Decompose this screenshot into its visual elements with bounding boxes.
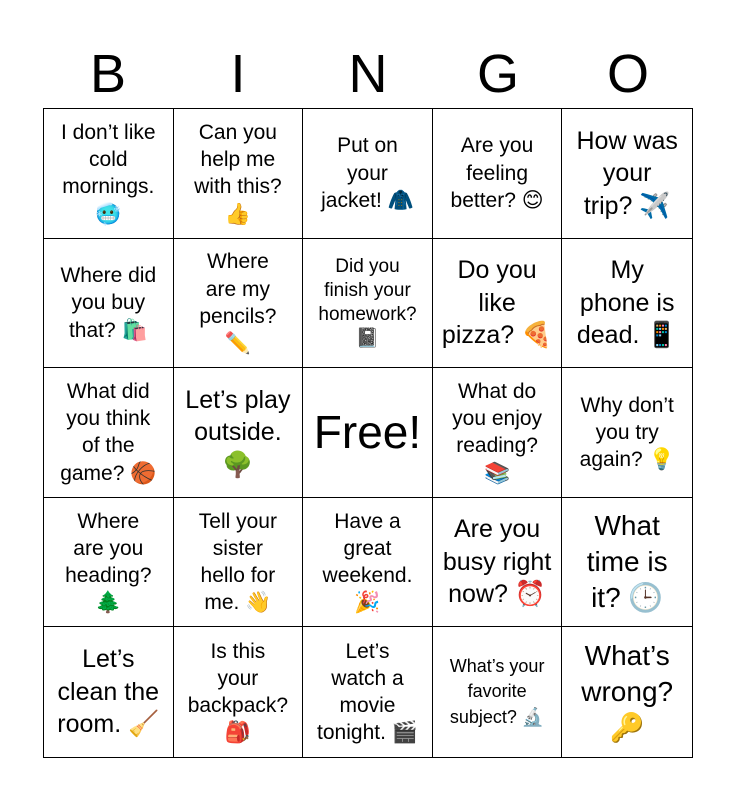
bingo-cell-b5[interactable] (44, 627, 174, 757)
cell-text: Are you busy right now? ⏰ (442, 515, 552, 609)
cell-text: Why don’t you try again? 💡 (579, 393, 675, 472)
bingo-cell-o1[interactable] (562, 109, 692, 239)
cell-text: Tell your sister hello for me. 👋 (198, 509, 277, 615)
cell-text: What do you enjoy reading? 📚 (452, 379, 543, 485)
cell-text: Where did you buy that? 🛍️ (60, 263, 157, 342)
bingo-cell-n4[interactable] (303, 498, 433, 628)
bingo-cell-g5[interactable] (433, 627, 563, 757)
cell-text: I don’t like cold mornings. 🥶 (61, 120, 156, 226)
cell-text: Let’s watch a movie tonight. 🎬 (317, 639, 418, 745)
bingo-cell-i4[interactable] (174, 498, 304, 628)
bingo-cell-n1[interactable] (303, 109, 433, 239)
header-letter-i: I (230, 44, 246, 104)
cell-text: How was your trip? ✈️ (576, 126, 678, 220)
header-letter-n: N (348, 44, 388, 104)
bingo-cell-g3[interactable] (433, 368, 563, 498)
bingo-cell-n2[interactable] (303, 239, 433, 369)
bingo-cell-b2[interactable] (44, 239, 174, 369)
cell-text: Where are you heading? 🌲 (65, 509, 152, 615)
bingo-cell-i2[interactable] (174, 239, 304, 369)
bingo-cell-g4[interactable] (433, 498, 563, 628)
bingo-cell-b3[interactable] (44, 368, 174, 498)
cell-text: Put on your jacket! 🧥 (321, 134, 414, 212)
free-space-cell[interactable] (303, 368, 433, 498)
bingo-cell-n5[interactable] (303, 627, 433, 757)
bingo-cell-g2[interactable] (433, 239, 563, 369)
header-letter-b: B (89, 44, 127, 104)
cell-text: What did you think of the game? 🏀 (60, 379, 157, 485)
cell-text: What’s wrong? 🔑 (581, 639, 674, 744)
cell-text: Are you feeling better? 😊 (450, 134, 544, 212)
bingo-grid (43, 108, 693, 758)
cell-text: What’s your favorite subject? 🔬 (449, 655, 545, 727)
bingo-header (43, 40, 693, 108)
cell-text: Can you help me with this? 👍 (194, 120, 282, 226)
bingo-cell-o3[interactable] (562, 368, 692, 498)
bingo-cell-o4[interactable] (562, 498, 692, 628)
cell-text: Where are my pencils? ✏️ (199, 250, 277, 356)
bingo-cell-b1[interactable] (44, 109, 174, 239)
free-space-text: Free! (313, 405, 422, 458)
cell-text: Do you like pizza? 🍕 (441, 256, 553, 350)
cell-text: Is this your backpack? 🎒 (187, 639, 289, 745)
bingo-cell-b4[interactable] (44, 498, 174, 628)
cell-text: My phone is dead. 📱 (576, 256, 678, 350)
bingo-cell-o2[interactable] (562, 239, 692, 369)
cell-text: Did you finish your homework? 📓 (318, 256, 417, 349)
header-letter-g: G (476, 44, 519, 104)
cell-text: Let’s play outside. 🌳 (185, 385, 291, 479)
bingo-cell-o5[interactable] (562, 627, 692, 757)
header-letter-o: O (606, 44, 649, 104)
cell-text: Have a great weekend. 🎉 (322, 509, 413, 615)
bingo-cell-i1[interactable] (174, 109, 304, 239)
bingo-cell-i5[interactable] (174, 627, 304, 757)
cell-text: Let’s clean the room. 🧹 (57, 645, 160, 739)
bingo-cell-g1[interactable] (433, 109, 563, 239)
bingo-cell-i3[interactable] (174, 368, 304, 498)
cell-text: What time is it? 🕒 (586, 509, 668, 614)
